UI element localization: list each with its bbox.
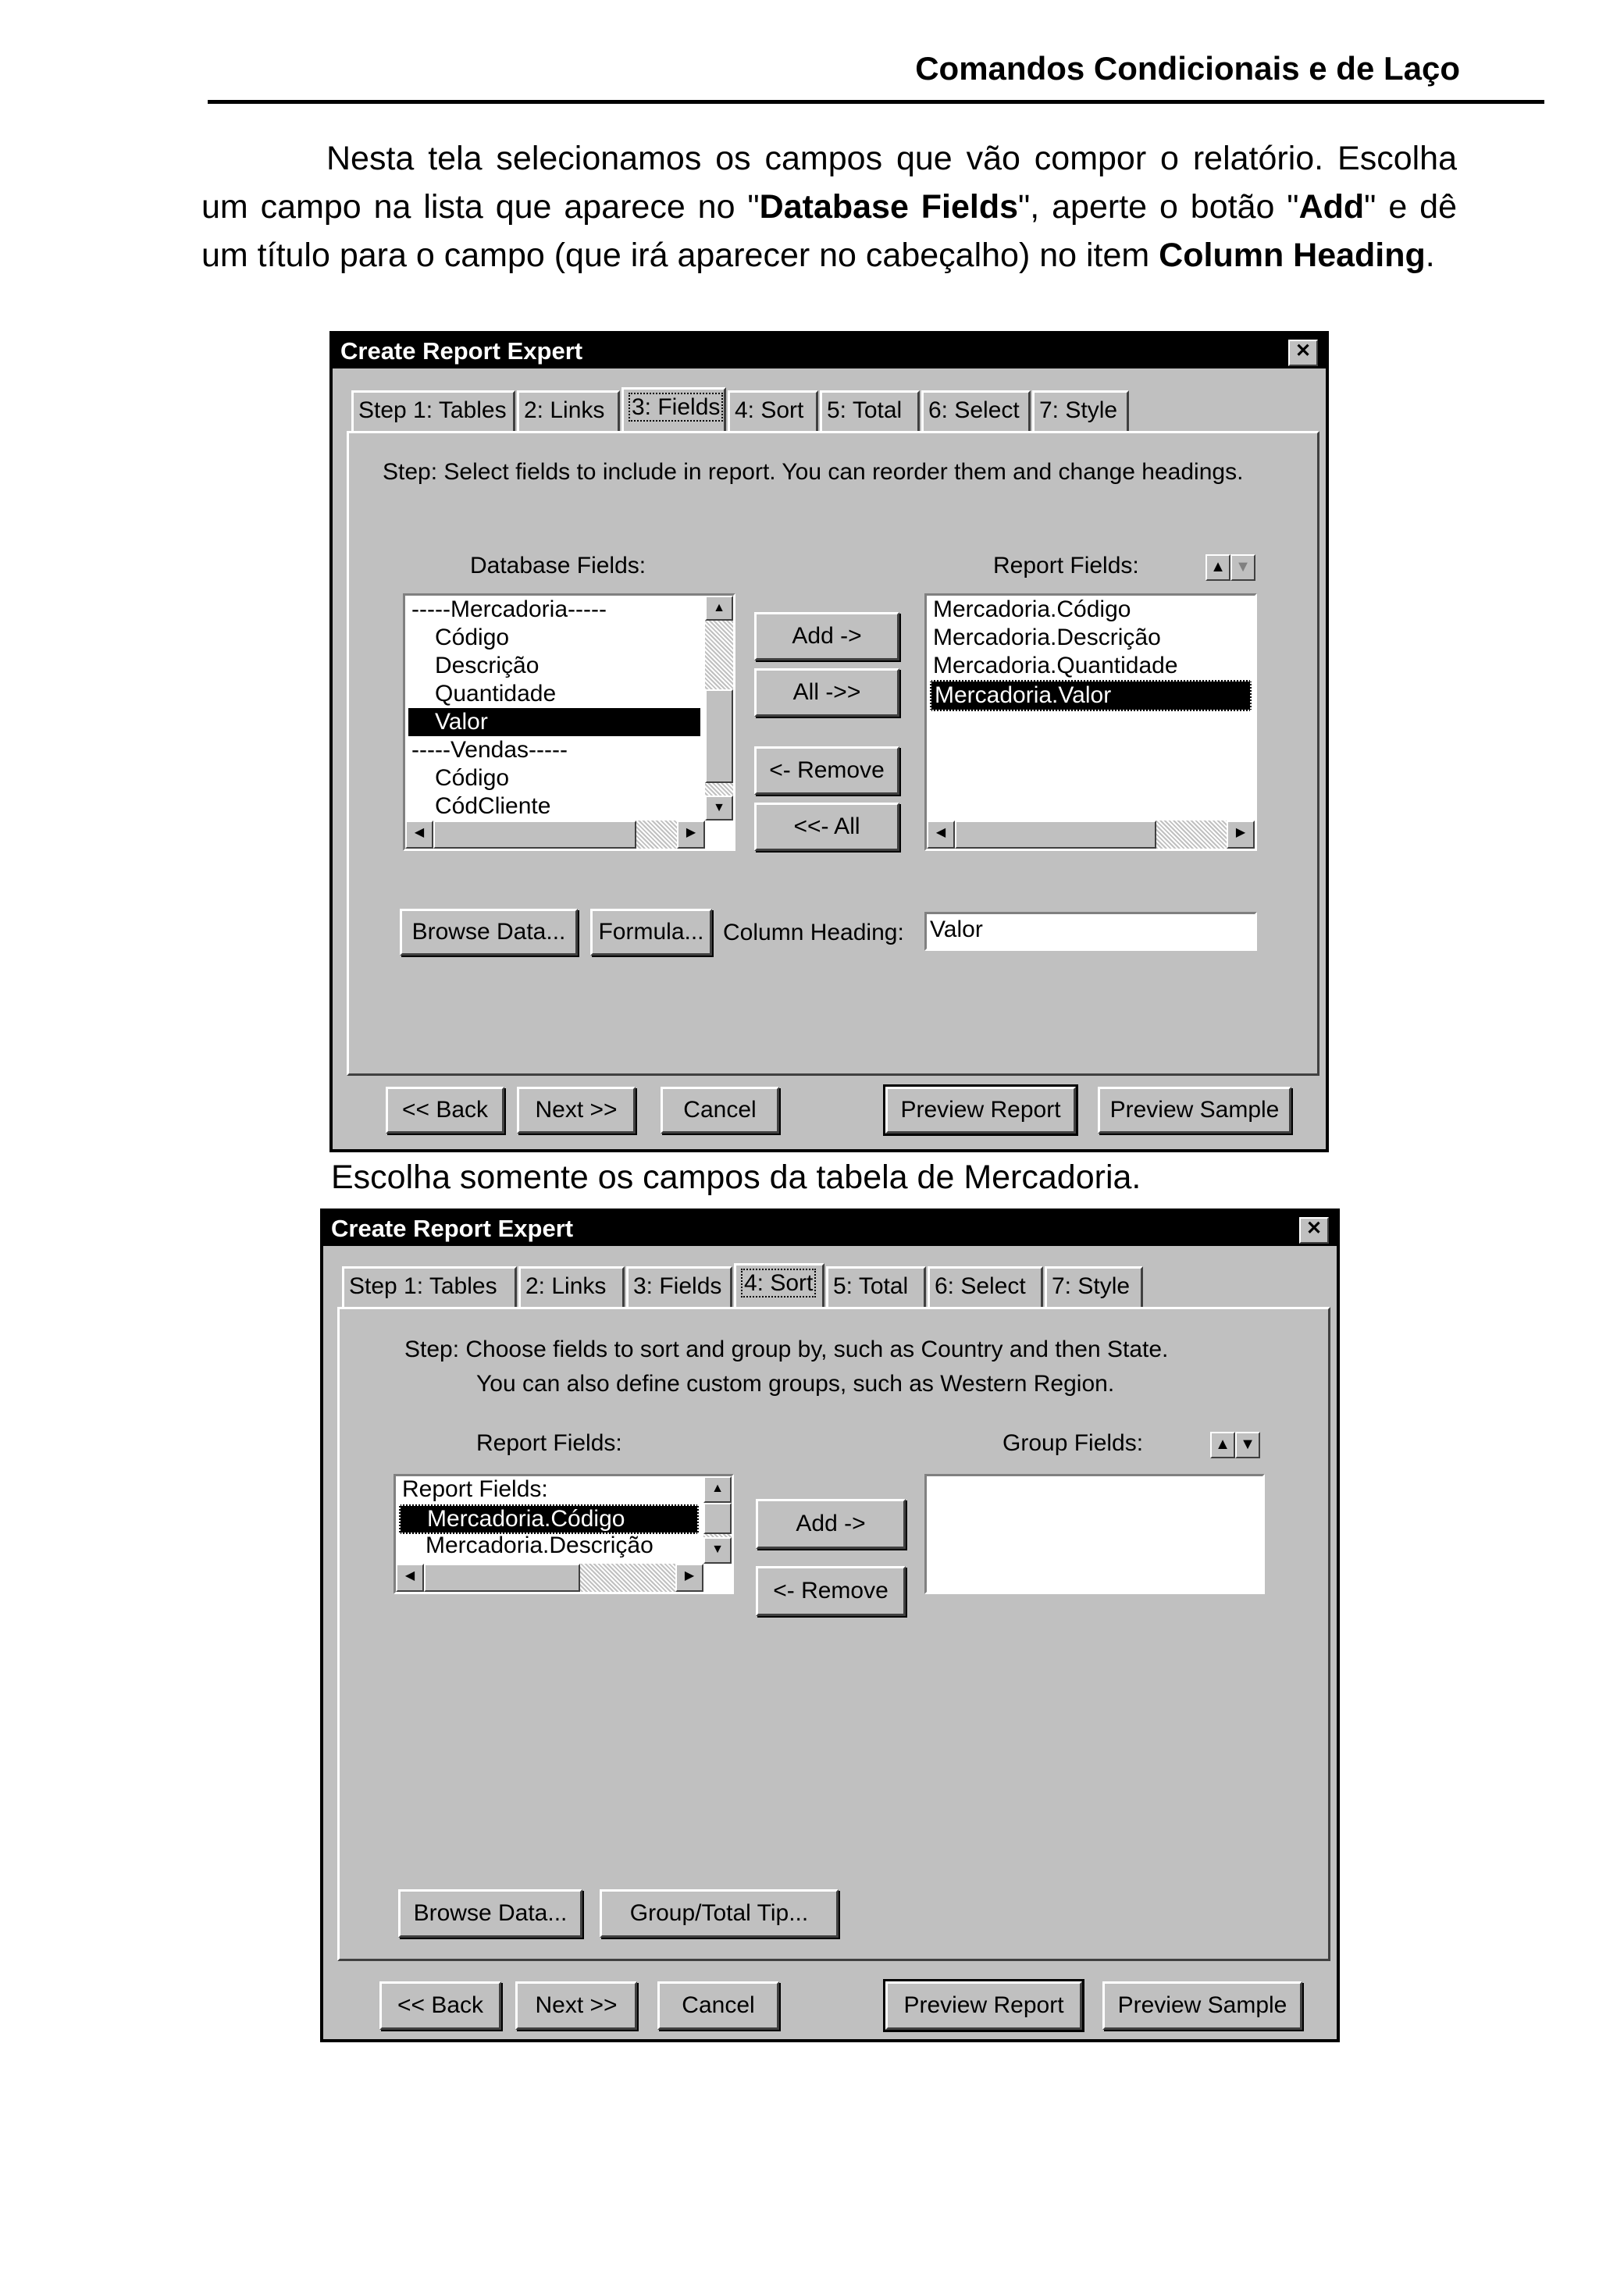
group-fields-label: Group Fields: [1002, 1430, 1144, 1456]
tab-total[interactable]: 5: Total [826, 1266, 926, 1307]
para-bold-column-heading: Column Heading [1159, 237, 1426, 274]
list-item[interactable]: Quantidade [435, 681, 557, 707]
scroll-down-icon[interactable]: ▼ [703, 1537, 732, 1564]
dialog-title: Create Report Expert [331, 1215, 574, 1242]
scroll-thumb[interactable] [703, 1503, 732, 1534]
column-heading-label: Column Heading: [723, 920, 904, 945]
preview-report-button[interactable]: Preview Report [885, 1087, 1076, 1134]
tab-step1-tables[interactable]: Step 1: Tables [351, 390, 515, 431]
column-heading-input[interactable]: Valor [924, 912, 1257, 951]
list-item[interactable]: Código [435, 765, 510, 791]
list-item[interactable]: -----Vendas----- [411, 737, 568, 763]
scroll-up-icon[interactable]: ▲ [705, 596, 733, 621]
list-item[interactable]: Mercadoria.Quantidade [933, 653, 1178, 678]
dialog-title: Create Report Expert [340, 337, 583, 365]
add-all-button[interactable]: All ->> [754, 668, 899, 717]
report-fields-list[interactable] [394, 1474, 734, 1594]
database-fields-list[interactable] [403, 593, 735, 851]
list-item[interactable]: Descrição [435, 653, 540, 678]
para-text-2: ", aperte o botão " [1018, 188, 1299, 226]
scroll-right-icon[interactable]: ▶ [1227, 821, 1255, 849]
scroll-up-icon[interactable]: ▲ [703, 1476, 732, 1503]
next-button[interactable]: Next >> [517, 1087, 636, 1134]
tab-panel [337, 1307, 1330, 1961]
dialog-titlebar [333, 334, 1326, 368]
list-item[interactable]: Report Fields: [402, 1476, 548, 1502]
tab-fields[interactable]: 3: Fields [626, 1266, 732, 1307]
add-field-button[interactable]: Add -> [754, 612, 899, 660]
tab-links[interactable]: 2: Links [517, 390, 620, 431]
database-fields-label: Database Fields: [470, 553, 646, 578]
step-instructions-line1: Step: Choose fields to sort and group by, such as Country and then State. [404, 1337, 1169, 1362]
list-item[interactable]: Código [435, 625, 510, 650]
preview-sample-button[interactable]: Preview Sample [1098, 1087, 1291, 1134]
cancel-button[interactable]: Cancel [661, 1087, 779, 1134]
move-down-icon[interactable]: ▼ [1235, 1432, 1260, 1458]
back-button[interactable]: << Back [379, 1981, 501, 2030]
para-text-3: " e dê um título para o campo (que irá aparecer no cabeçalho) no item [201, 188, 1457, 274]
group-total-tip-button[interactable]: Group/Total Tip... [600, 1889, 839, 1938]
report-fields-list[interactable] [924, 593, 1257, 851]
page-header: Comandos Condicionais e de Laço [915, 50, 1460, 87]
move-up-icon[interactable]: ▲ [1210, 1432, 1235, 1458]
report-fields-label: Report Fields: [476, 1430, 622, 1456]
header-rule [208, 100, 1544, 104]
tab-step1-tables[interactable]: Step 1: Tables [342, 1266, 517, 1307]
scroll-left-icon[interactable]: ◀ [396, 1564, 424, 1592]
group-fields-list[interactable] [924, 1474, 1265, 1594]
browse-data-button[interactable]: Browse Data... [400, 909, 578, 956]
list-item[interactable]: Mercadoria.Descrição [933, 625, 1161, 650]
add-field-button[interactable]: Add -> [756, 1499, 906, 1549]
tab-sort[interactable]: 4: Sort [734, 1263, 824, 1307]
list-item-selected[interactable]: Valor [408, 708, 700, 736]
tab-select[interactable]: 6: Select [921, 390, 1031, 431]
scroll-thumb[interactable] [955, 821, 1156, 849]
tab-total[interactable]: 5: Total [820, 390, 920, 431]
scroll-right-icon[interactable]: ▶ [677, 821, 705, 849]
step-instructions: Step: Select fields to include in report. You can reorder them and change headings. [383, 459, 1244, 485]
caption: Escolha somente os campos da tabela de Mercadoria. [331, 1159, 1141, 1196]
browse-data-button[interactable]: Browse Data... [398, 1889, 582, 1938]
remove-field-button[interactable]: <- Remove [756, 1566, 906, 1616]
remove-field-button[interactable]: <- Remove [754, 746, 899, 795]
next-button[interactable]: Next >> [515, 1981, 637, 2030]
create-report-expert-fields-dialog [329, 331, 1329, 1152]
list-item-selected[interactable]: Mercadoria.Código [399, 1504, 699, 1534]
cancel-button[interactable]: Cancel [657, 1981, 779, 2030]
tab-select[interactable]: 6: Select [928, 1266, 1043, 1307]
step-instructions-line2: You can also define custom groups, such as Western Region. [476, 1371, 1115, 1397]
para-text-1: Nesta tela selecionamos os campos que vão compor o relatório. Escolha um campo na lista que aparece no " [201, 140, 1457, 226]
list-item[interactable]: Mercadoria.Descrição [426, 1532, 653, 1558]
report-fields-label: Report Fields: [993, 553, 1139, 578]
list-item[interactable]: CódCliente [435, 793, 551, 819]
dialog-titlebar [323, 1212, 1337, 1246]
scroll-left-icon[interactable]: ◀ [405, 821, 433, 849]
list-item[interactable]: Mercadoria.Código [933, 596, 1131, 622]
tab-links[interactable]: 2: Links [518, 1266, 625, 1307]
list-item[interactable]: -----Mercadoria----- [411, 596, 607, 622]
tab-sort[interactable]: 4: Sort [728, 390, 818, 431]
para-bold-database-fields: Database Fields [759, 188, 1019, 226]
para-bold-add: Add [1298, 188, 1365, 226]
move-down-icon[interactable]: ▼ [1230, 554, 1255, 581]
close-icon[interactable]: ✕ [1299, 1217, 1329, 1244]
tab-style[interactable]: 7: Style [1045, 1266, 1143, 1307]
list-item-selected[interactable]: Mercadoria.Valor [930, 680, 1252, 711]
scroll-left-icon[interactable]: ◀ [927, 821, 955, 849]
scroll-down-icon[interactable]: ▼ [705, 796, 733, 821]
scroll-thumb[interactable] [433, 821, 636, 849]
remove-all-button[interactable]: <<- All [754, 803, 899, 851]
formula-button[interactable]: Formula... [590, 909, 712, 956]
scroll-thumb[interactable] [424, 1564, 580, 1592]
move-up-icon[interactable]: ▲ [1205, 554, 1230, 581]
preview-sample-button[interactable]: Preview Sample [1102, 1981, 1302, 2030]
intro-paragraph [201, 134, 1457, 279]
preview-report-button[interactable]: Preview Report [885, 1981, 1082, 2030]
tab-fields[interactable]: 3: Fields [621, 387, 726, 431]
back-button[interactable]: << Back [386, 1087, 504, 1134]
scroll-thumb[interactable] [705, 689, 733, 783]
close-icon[interactable]: ✕ [1288, 340, 1318, 366]
create-report-expert-sort-dialog [320, 1209, 1340, 2042]
para-text-4: . [1425, 237, 1435, 274]
scroll-right-icon[interactable]: ▶ [675, 1564, 703, 1592]
tab-style[interactable]: 7: Style [1032, 390, 1129, 431]
